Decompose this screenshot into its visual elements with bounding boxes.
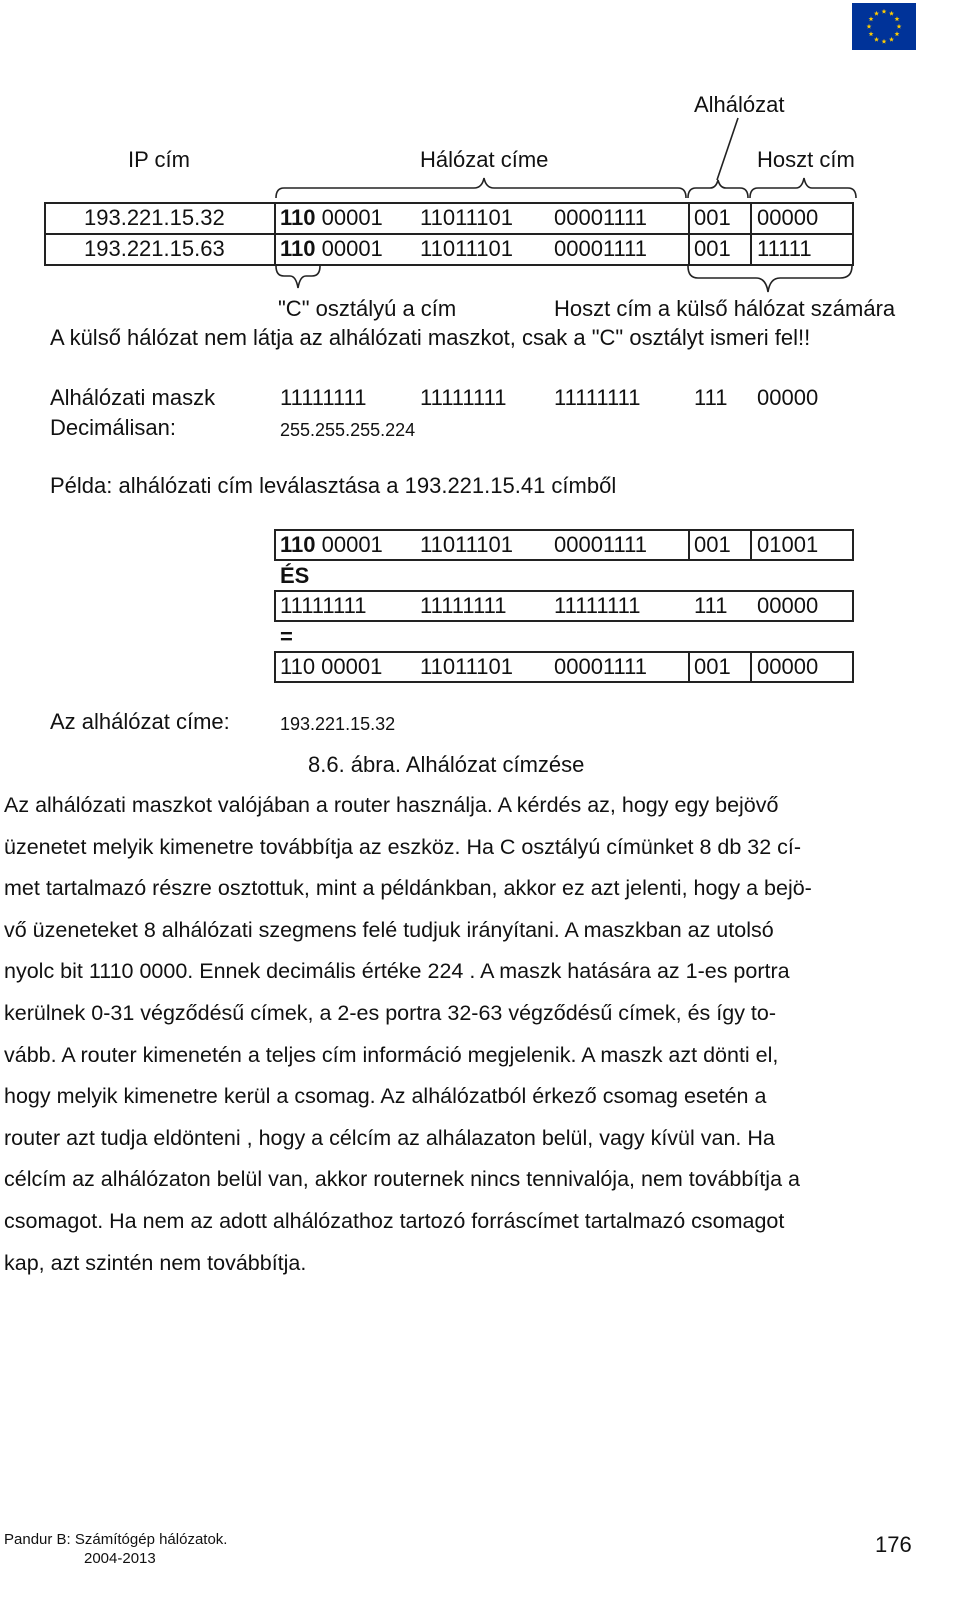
eu-flag-icon bbox=[852, 3, 916, 50]
bits: 11011101 bbox=[420, 236, 513, 261]
bits: 11011101 bbox=[420, 532, 513, 557]
body-line: vább. A router kimenetén a teljes cím információ megjelenik. A maszk azt dönti el, bbox=[4, 1042, 779, 1067]
label-class-c: "C" osztályú a cím bbox=[278, 296, 457, 321]
label-network: Hálózat címe bbox=[420, 147, 549, 172]
body-line: kap, azt szintén nem továbbítja. bbox=[4, 1250, 307, 1275]
result-label: Az alhálózat címe: bbox=[50, 709, 230, 734]
col-divider bbox=[688, 202, 690, 266]
op-and: ÉS bbox=[280, 563, 310, 588]
flag-star-icon bbox=[897, 24, 902, 29]
host-bits: 00000 bbox=[757, 654, 819, 679]
bits: 11011101 bbox=[420, 205, 513, 230]
bits: 00001111 bbox=[554, 532, 647, 557]
label-ip: IP cím bbox=[128, 147, 190, 172]
ip-cell: 193.221.15.63 bbox=[84, 236, 225, 261]
flag-star-icon bbox=[882, 39, 887, 44]
subnet-bits: 111 bbox=[694, 593, 728, 618]
body-line: router azt tudja eldönteni , hogy a célcím az alhálazaton belül, vagy kívül van. Ha bbox=[4, 1125, 775, 1150]
subnet-bits: 001 bbox=[694, 532, 731, 557]
host-bits: 01001 bbox=[757, 532, 819, 557]
col-divider bbox=[274, 202, 276, 266]
bits: 00001 bbox=[315, 532, 383, 557]
footer-years: 2004-2013 bbox=[84, 1550, 156, 1567]
body-line: csomagot. Ha nem az adott alhálózathoz tartozó forráscímet tartalmazó csomagot bbox=[4, 1208, 785, 1233]
label-host-external: Hoszt cím a külső hálózat számára bbox=[554, 296, 896, 321]
bits: 00001111 bbox=[554, 205, 647, 230]
body-line: célcím az alhálózaton belül van, akkor routernek nincs tennivalója, nem továbbítja a bbox=[4, 1167, 800, 1192]
bits: 00001 bbox=[315, 236, 383, 261]
label-subnet: Alhálózat bbox=[694, 92, 785, 117]
subnet-bits: 001 bbox=[694, 205, 731, 230]
flag-star-icon bbox=[869, 16, 874, 21]
page-number: 176 bbox=[875, 1532, 912, 1557]
flag-star-icon bbox=[889, 37, 894, 42]
class-bits: 110 bbox=[280, 532, 316, 557]
col-divider bbox=[750, 202, 752, 266]
subnet-bits: 001 bbox=[694, 236, 731, 261]
bits: 11111111 bbox=[280, 593, 367, 618]
flag-star-icon bbox=[889, 11, 894, 16]
decimal-label: Decimálisan: bbox=[50, 415, 176, 440]
body-line: hogy melyik kimenetre kerül a csomag. Az alhálózatból érkező csomag esetén a bbox=[4, 1084, 767, 1109]
label-host: Hoszt cím bbox=[757, 147, 855, 172]
flag-star-icon bbox=[874, 11, 879, 16]
flag-star-icon bbox=[895, 31, 900, 36]
body-line: nyolc bit 1110 0000. Ennek decimális értéke 224 . A maszk hatására az 1-es portra bbox=[4, 959, 790, 984]
footer-author: Pandur B: Számítógép hálózatok. bbox=[4, 1531, 228, 1548]
example-title: Példa: alhálózati cím leválasztása a 193.221.15.41 címből bbox=[50, 473, 617, 498]
mask-bits: 11111111 bbox=[420, 385, 507, 410]
flag-star-icon bbox=[882, 9, 887, 14]
body-paragraph bbox=[4, 785, 924, 1284]
class-bits: 110 bbox=[280, 205, 316, 230]
host-bits: 00000 bbox=[757, 593, 819, 618]
bits: 00001 bbox=[315, 205, 383, 230]
body-line: vő üzeneteket 8 alhálózati szegmens felé tudjuk irányítani. A maszkban az utolsó bbox=[4, 917, 774, 942]
ip-cell: 193.221.15.32 bbox=[84, 205, 225, 230]
body-line: üzenetet melyik kimenetre továbbítja az eszköz. Ha C osztályú címünket 8 db 32 cí- bbox=[4, 834, 802, 859]
figure-caption: 8.6. ábra. Alhálózat címzése bbox=[308, 752, 585, 777]
bits: 110 00001 bbox=[280, 654, 383, 679]
body-line: met tartalmazó részre osztottuk, mint a példánkban, akkor ez azt jelenti, hogy a bejö- bbox=[4, 876, 812, 901]
bits: 00001111 bbox=[554, 236, 647, 261]
note-external: A külső hálózat nem látja az alhálózati maszkot, csak a "C" osztályt ismeri fel!! bbox=[50, 325, 811, 350]
flag-star-icon bbox=[874, 37, 879, 42]
body-line: kerülnek 0-31 végződésű címek, a 2-es portra 32-63 végződésű címek, és így to- bbox=[4, 1000, 777, 1025]
col-divider bbox=[750, 651, 752, 683]
bits: 11011101 bbox=[420, 654, 513, 679]
subnet-bits: 001 bbox=[694, 654, 731, 679]
mask-bits: 11111111 bbox=[554, 385, 641, 410]
bits: 00001111 bbox=[554, 654, 647, 679]
decimal-value: 255.255.255.224 bbox=[280, 420, 416, 440]
col-divider bbox=[688, 651, 690, 683]
col-divider bbox=[688, 529, 690, 561]
body-line: Az alhálózati maszkot valójában a router használja. A kérdés az, hogy egy bejövő bbox=[4, 793, 779, 817]
op-eq: = bbox=[280, 624, 293, 649]
class-bits: 110 bbox=[280, 236, 316, 261]
result-value: 193.221.15.32 bbox=[280, 714, 396, 734]
flag-star-icon bbox=[867, 24, 872, 29]
flag-star-icon bbox=[895, 16, 900, 21]
table-divider bbox=[44, 233, 854, 235]
bits: 11111111 bbox=[554, 593, 641, 618]
flag-star-icon bbox=[869, 31, 874, 36]
mask-bits: 111 bbox=[694, 385, 728, 410]
host-bits: 00000 bbox=[757, 205, 819, 230]
col-divider bbox=[750, 529, 752, 561]
mask-label: Alhálózati maszk bbox=[50, 385, 216, 410]
host-bits: 11111 bbox=[757, 236, 812, 261]
mask-bits: 00000 bbox=[757, 385, 819, 410]
mask-bits: 11111111 bbox=[280, 385, 367, 410]
bits: 11111111 bbox=[420, 593, 507, 618]
